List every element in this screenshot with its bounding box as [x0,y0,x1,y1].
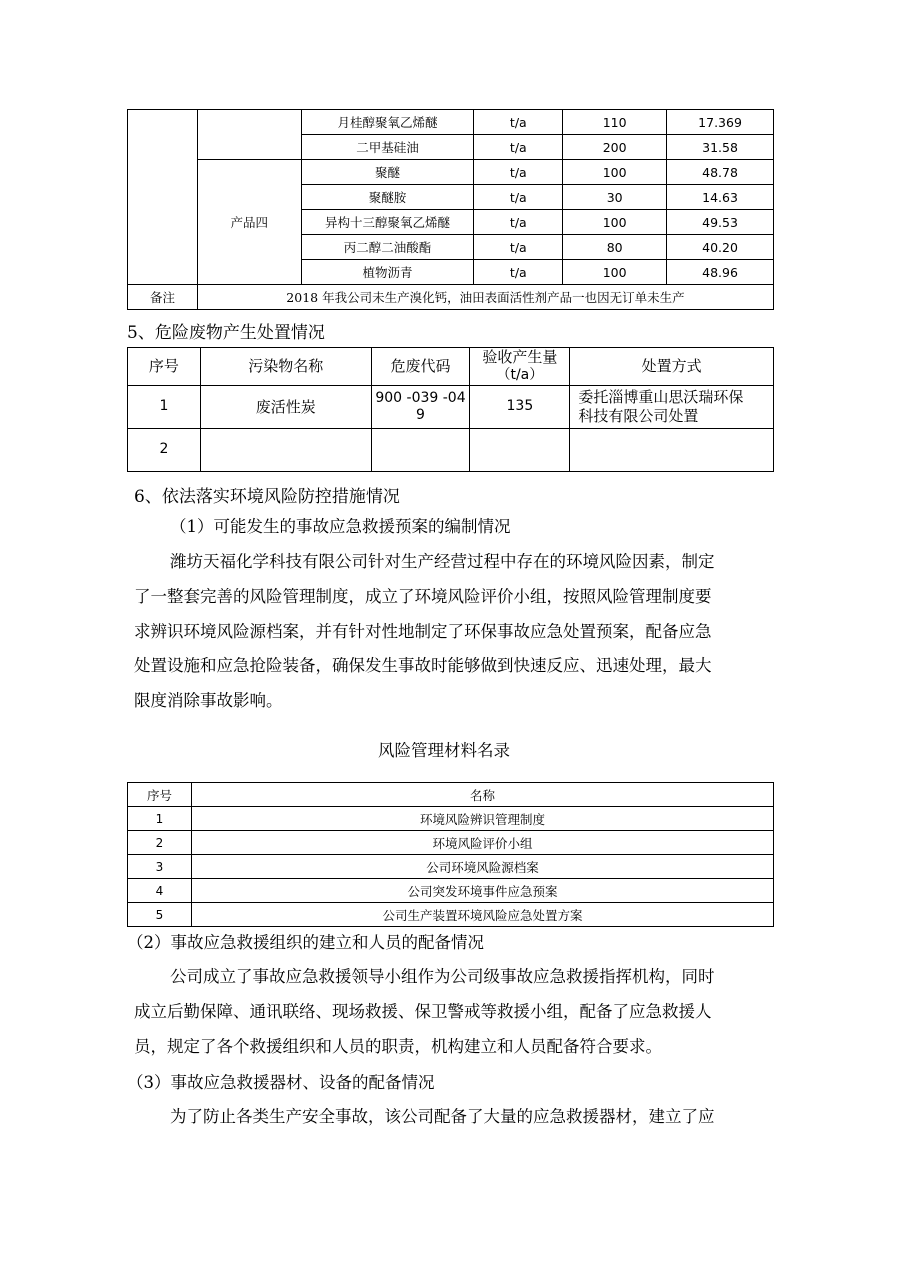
remark-label: 备注 [128,285,198,310]
paragraph-line: 员，规定了各个救援组织和人员的职责，机构建立和人员配备符合要求。 [134,1036,662,1056]
product-table-body [128,110,774,310]
disposal-line1: 委托淄博重山思沃瑞环保 [578,388,744,407]
product-actual-output: 40.20 [667,235,774,260]
product-capacity: 100 [563,210,667,235]
table-row [128,831,774,855]
blank-product-cell [197,110,301,160]
row-index: 5 [128,903,192,927]
section-6-heading: 6、依法落实环境风险防控措施情况 [134,487,400,507]
row-disposal [570,429,774,472]
header-amount-line1: 验收产生量 [482,348,558,367]
table-row [128,110,774,135]
row-amount [470,429,570,472]
product-capacity: 30 [563,185,667,210]
header-disposal: 处置方式 [570,348,774,386]
product-capacity: 200 [563,135,667,160]
waste-code-line1: 900 -039 -04 [375,389,466,406]
table-header-row [128,348,774,386]
row-disposal [570,386,774,429]
row-amount: 135 [470,386,570,429]
header-name: 名称 [191,783,773,807]
product-actual-output: 17.369 [667,110,774,135]
paragraph-line: 限度消除事故影响。 [134,691,283,711]
paragraph-line: 处置设施和应急抢险装备，确保发生事故时能够做到快速反应、迅速处理，最大 [134,656,712,676]
risk-list-title: 风险管理材料名录 [378,741,510,760]
product-group-label: 产品四 [197,160,301,285]
product-name: 异构十三醇聚氧乙烯醚 [301,210,474,235]
subsection-2-heading: （2）事故应急救援组织的建立和人员的配备情况 [127,933,484,952]
paragraph-line: 潍坊天福化学科技有限公司针对生产经营过程中存在的环境风险因素，制定 [170,552,715,571]
section-5-heading: 5、危险废物产生处置情况 [127,323,325,343]
header-pollutant-name: 污染物名称 [200,348,371,386]
header-index: 序号 [128,348,201,386]
row-index: 2 [128,429,201,472]
table-header-row [128,783,774,807]
row-name: 公司生产装置环境风险应急处置方案 [191,903,773,927]
paragraph-line: 公司成立了事故应急救援领导小组作为公司级事故应急救援指挥机构，同时 [170,967,715,986]
table-row [128,903,774,927]
row-name: 环境风险辨识管理制度 [191,807,773,831]
row-index: 2 [128,831,192,855]
row-name: 公司环境风险源档案 [191,855,773,879]
paragraph-line: 成立后勤保障、通讯联络、现场救援、保卫警戒等救援小组，配备了应急救援人 [134,1001,712,1021]
product-unit: t/a [474,185,563,210]
header-index: 序号 [128,783,192,807]
table-row [128,879,774,903]
table-row [128,160,774,185]
product-table [127,109,774,310]
product-name: 植物沥青 [301,260,474,285]
subsection-1-heading: （1）可能发生的事故应急救援预案的编制情况 [170,517,511,536]
paragraph-line: 为了防止各类生产安全事故，该公司配备了大量的应急救援器材，建立了应 [170,1107,715,1126]
risk-material-table [127,782,774,927]
row-index: 3 [128,855,192,879]
row-index: 1 [128,807,192,831]
remark-text: 2018 年我公司未生产溴化钙，油田表面活性剂产品一也因无订单未生产 [197,285,773,310]
row-pollutant-name [200,429,371,472]
row-name: 公司突发环境事件应急预案 [191,879,773,903]
product-capacity: 110 [563,110,667,135]
product-actual-output: 14.63 [667,185,774,210]
remark-row [128,285,774,310]
row-pollutant-name: 废活性炭 [200,386,371,429]
blank-category-cell [128,110,198,285]
product-actual-output: 48.78 [667,160,774,185]
product-unit: t/a [474,160,563,185]
product-capacity: 100 [563,160,667,185]
waste-code-line2: 9 [416,407,425,423]
product-actual-output: 48.96 [667,260,774,285]
risk-material-table-body [128,783,774,927]
product-capacity: 100 [563,260,667,285]
product-name: 月桂醇聚氧乙烯醚 [301,110,474,135]
row-name: 环境风险评价小组 [191,831,773,855]
product-unit: t/a [474,110,563,135]
product-unit: t/a [474,260,563,285]
product-name: 二甲基硅油 [301,135,474,160]
header-waste-code: 危废代码 [371,348,470,386]
product-name: 聚醚 [301,160,474,185]
product-capacity: 80 [563,235,667,260]
disposal-line2: 科技有限公司处置 [578,407,699,425]
row-waste-code [371,429,470,472]
paragraph-line: 求辨识环境风险源档案，并有针对性地制定了环保事故应急处置预案，配备应急 [134,621,712,641]
table-row [128,807,774,831]
product-actual-output: 31.58 [667,135,774,160]
row-index: 4 [128,879,192,903]
row-waste-code [371,386,470,429]
header-amount [470,348,570,386]
row-index: 1 [128,386,201,429]
header-amount-unit: （t/a） [496,367,544,384]
product-name: 聚醚胺 [301,185,474,210]
subsection-3-heading: （3）事故应急救援器材、设备的配备情况 [127,1073,435,1092]
product-unit: t/a [474,135,563,160]
paragraph-line: 了一整套完善的风险管理制度，成立了环境风险评价小组，按照风险管理制度要 [134,586,712,606]
hazardous-waste-table [127,347,774,472]
table-row [128,429,774,472]
product-name: 丙二醇二油酸酯 [301,235,474,260]
product-unit: t/a [474,235,563,260]
table-row [128,386,774,429]
product-actual-output: 49.53 [667,210,774,235]
product-unit: t/a [474,210,563,235]
table-row [128,855,774,879]
